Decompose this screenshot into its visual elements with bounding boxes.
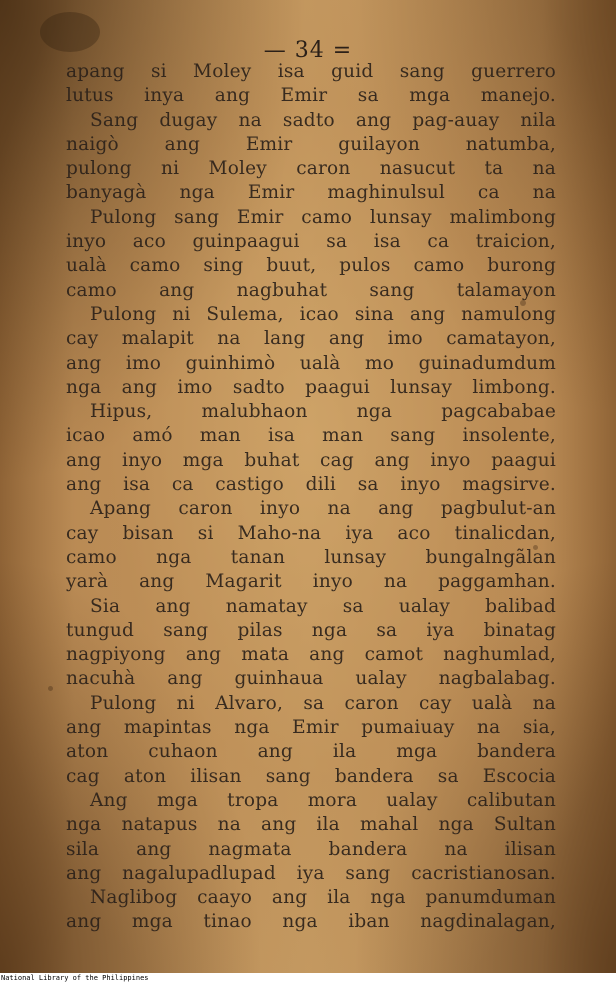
text-line: aton cuhaon ang ila mga bandera	[66, 741, 556, 763]
text-line: camo nga tanan lunsay bungalngãlan	[66, 546, 556, 568]
text-line: ang isa ca castigo dili sa inyo magsirve.	[66, 474, 556, 496]
text-line: Apang caron inyo na ang pagbulut-an	[90, 498, 556, 520]
footer-bar	[0, 973, 616, 983]
text-line: ang mapintas nga Emir pumaiuay na sia,	[66, 717, 556, 739]
text-line: Pulong ni Sulema, icao sina ang namulong	[90, 303, 556, 325]
text-line: sila ang nagmata bandera na ilisan	[66, 838, 556, 860]
text-line: Hipus, malubhaon nga pagcababae	[90, 401, 556, 423]
text-line: ang mga tinao nga iban nagdinalagan,	[66, 911, 556, 933]
text-line: nga ang imo sadto paagui lunsay limbong.	[66, 376, 556, 398]
page-number: — 34 =	[263, 38, 353, 63]
text-line: ualà camo sing buut, pulos camo burong	[66, 255, 556, 277]
text-line: ang nagalupadlupad iya sang cacristianosan.	[66, 862, 556, 884]
text-line: nacuhà ang guinhaua ualay nagbalabag.	[66, 668, 556, 690]
text-line: nga natapus na ang ila mahal nga Sultan	[66, 814, 556, 836]
text-line: Naglibog caayo ang ila nga panumduman	[90, 887, 556, 909]
text-line: icao amó man isa man sang insolente,	[66, 425, 556, 447]
text-line: inyo aco guinpaagui sa isa ca traicion,	[66, 231, 556, 253]
footer-credit: National Library of the Philippines	[1, 974, 149, 982]
text-line: cay bisan si Maho-na iya aco tinalicdan,	[66, 522, 556, 544]
text-line: ang inyo mga buhat cag ang inyo paagui	[66, 449, 556, 471]
text-line: pulong ni Moley caron nasucut ta na	[66, 158, 556, 180]
text-line: banyagà nga Emir maghinulsul ca na	[66, 182, 556, 204]
text-line: lutus inya ang Emir sa mga manejo.	[66, 85, 556, 107]
text-line: Pulong sang Emir camo lunsay malimbong	[90, 206, 556, 228]
text-line: naigò ang Emir guilayon natumba,	[66, 133, 556, 155]
text-line: camo ang nagbuhat sang talamayon	[66, 279, 556, 301]
text-line: Ang mga tropa mora ualay calibutan	[90, 789, 556, 811]
text-line: cay malapit na lang ang imo camatayon,	[66, 328, 556, 350]
text-line: Pulong ni Alvaro, sa caron cay ualà na	[90, 692, 556, 714]
text-line: yarà ang Magarit inyo na paggamhan.	[66, 571, 556, 593]
text-line: Sang dugay na sadto ang pag-auay nila	[90, 109, 556, 131]
text-line: nagpiyong ang mata ang camot naghumlad,	[66, 644, 556, 666]
text-line: Sia ang namatay sa ualay balibad	[90, 595, 556, 617]
text-line: apang si Moley isa guid sang guerrero	[66, 61, 556, 82]
text-line: ang imo guinhimò ualà mo guinadumdum	[66, 352, 556, 374]
poem-text-block	[66, 60, 556, 935]
text-line: cag aton ilisan sang bandera sa Escocia	[66, 765, 556, 787]
text-line: tungud sang pilas nga sa iya binatag	[66, 619, 556, 641]
page-stain	[48, 686, 53, 691]
